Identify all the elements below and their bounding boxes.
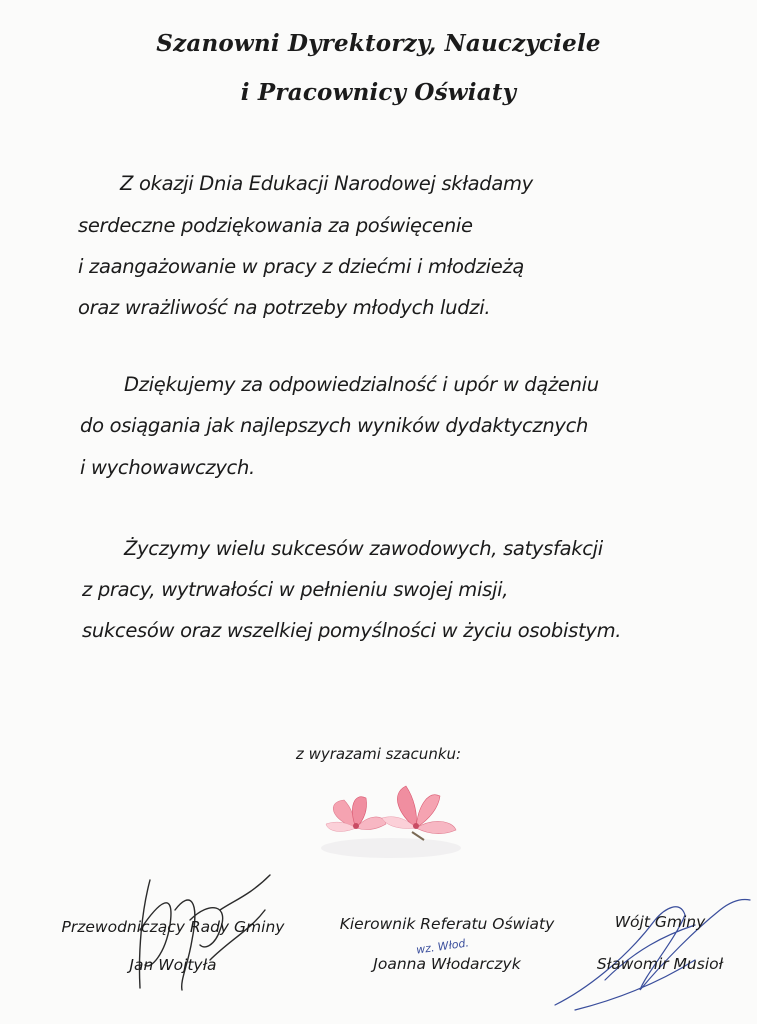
signatory-3-name: Sławomir Musioł xyxy=(596,955,724,973)
paragraph-1-line-4: oraz wrażliwość na potrzeby młodych ludzi. xyxy=(78,296,491,319)
paragraph-3-line-2: z pracy, wytrwałości w pełnieniu swojej misji, xyxy=(82,578,509,601)
closing-phrase: z wyrazami szacunku: xyxy=(295,745,462,763)
paragraph-1-line-3: i zaangażowanie w pracy z dziećmi i młodzieżą xyxy=(78,255,525,278)
signature-scribble-mayor xyxy=(545,880,755,1020)
signatory-3-role: Wójt Gminy xyxy=(614,913,706,931)
heading-line-1: Szanowni Dyrektorzy, Nauczyciele xyxy=(156,30,601,57)
signatory-2-role: Kierownik Referatu Oświaty xyxy=(339,915,555,933)
paragraph-1-line-1: Z okazji Dnia Edukacji Narodowej składamy xyxy=(120,172,533,195)
paragraph-2-line-2: do osiągania jak najlepszych wyników dydaktycznych xyxy=(80,414,589,437)
paragraph-3-line-3: sukcesów oraz wszelkiej pomyślności w życiu osobistym. xyxy=(82,619,622,642)
paragraph-1-line-2: serdeczne podziękowania za poświęcenie xyxy=(78,214,473,237)
paragraph-2-line-1: Dziękujemy za odpowiedzialność i upór w dążeniu xyxy=(124,373,599,396)
signatory-1-role: Przewodniczący Rady Gminy xyxy=(61,918,285,936)
signatory-2-name: Joanna Włodarczyk xyxy=(373,955,521,973)
paragraph-3-line-1: Życzymy wielu sukcesów zawodowych, satysfakcji xyxy=(124,537,603,560)
magnolia-flower-icon xyxy=(316,780,466,860)
signatory-1-name: Jan Wojtyła xyxy=(129,956,217,974)
paragraph-2-line-3: i wychowawczych. xyxy=(80,456,255,479)
heading-line-2: i Pracownicy Oświaty xyxy=(240,79,517,106)
handwritten-note-on-behalf: wz. Włod. xyxy=(415,936,470,957)
